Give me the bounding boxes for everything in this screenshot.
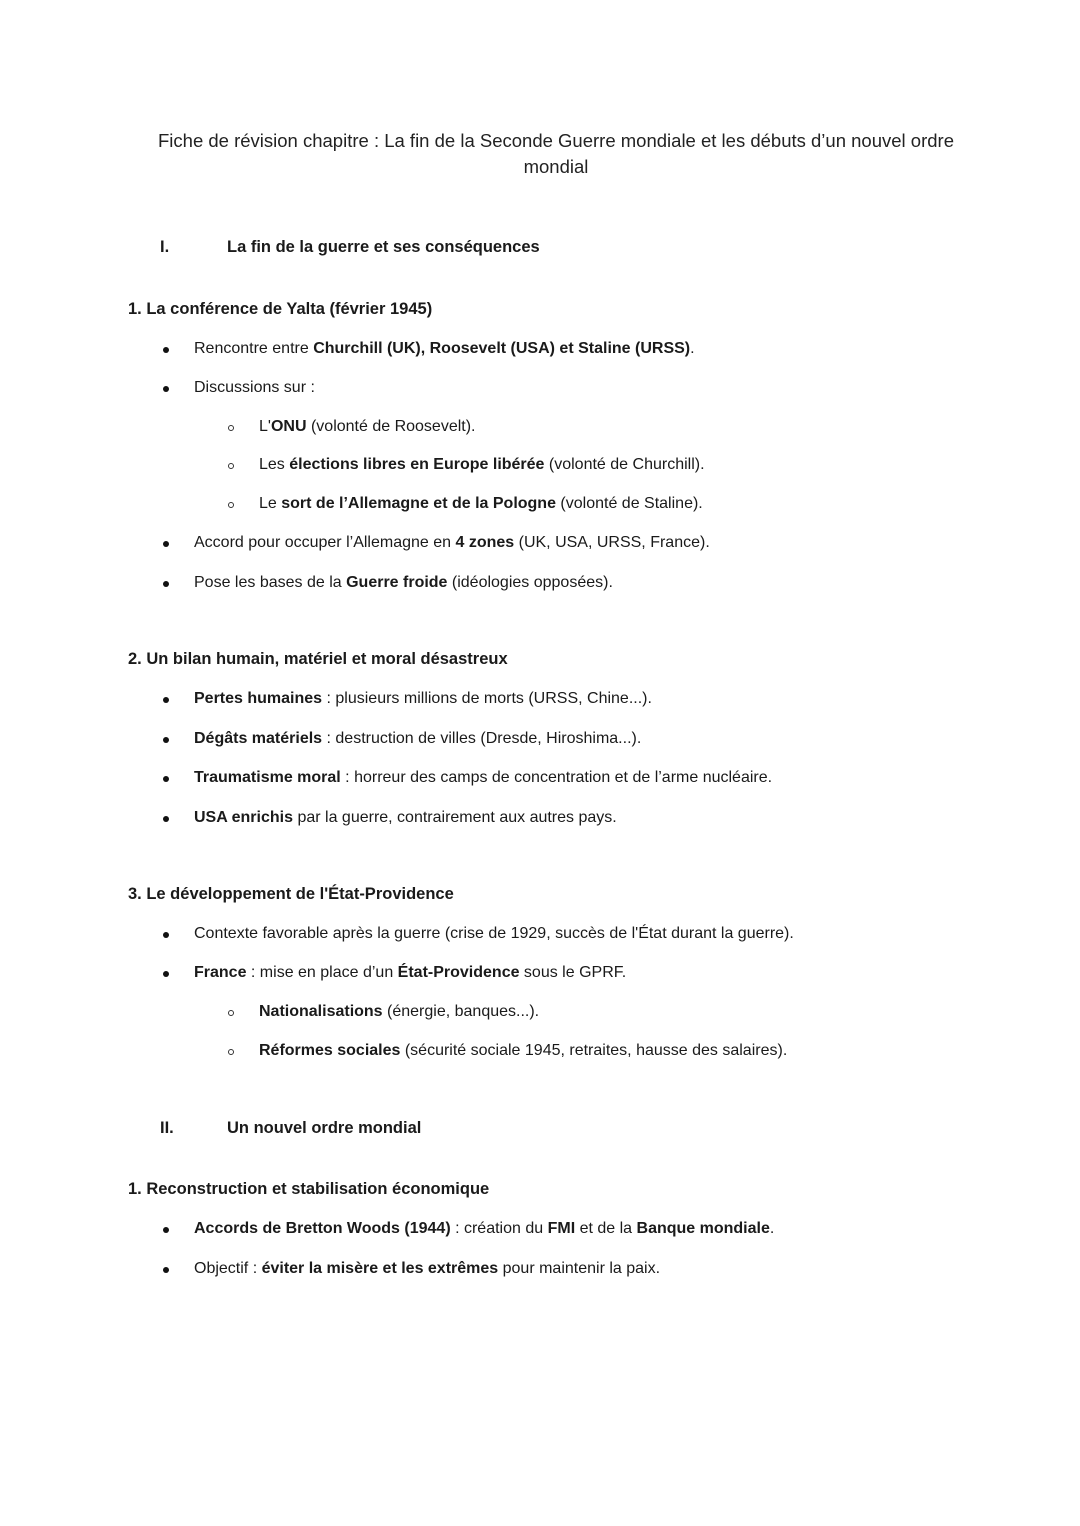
list-item: Objectif : éviter la misère et les extrêmes pour maintenir la paix.	[194, 1260, 661, 1277]
subheading-yalta: 1. La conférence de Yalta (février 1945)	[128, 300, 433, 318]
list-item: Pose les bases de la Guerre froide (idéologies opposées).	[194, 574, 613, 591]
sub-list-item: Les élections libres en Europe libérée (volonté de Churchill).	[259, 456, 705, 473]
subheading-etat-providence: 3. Le développement de l'État-Providence	[128, 885, 454, 903]
subheading-bilan: 2. Un bilan humain, matériel et moral désastreux	[128, 650, 508, 668]
subheading-reconstruction: 1. Reconstruction et stabilisation économique	[128, 1180, 490, 1198]
list-item: Accords de Bretton Woods (1944) : création du FMI et de la Banque mondiale.	[194, 1220, 775, 1237]
section-number: II.	[160, 1119, 174, 1137]
section-number: I.	[160, 238, 170, 256]
section-heading-1	[160, 238, 540, 257]
page-title: Fiche de révision chapitre : La fin de la Seconde Guerre mondiale et les débuts d’un nouvel ordre mondial	[158, 130, 954, 177]
list-item: Traumatisme moral : horreur des camps de concentration et de l’arme nucléaire.	[194, 769, 773, 786]
section-title: Un nouvel ordre mondial	[227, 1119, 422, 1137]
list-item: USA enrichis par la guerre, contrairement aux autres pays.	[194, 809, 617, 826]
list-item: Contexte favorable après la guerre (crise de 1929, succès de l'État durant la guerre).	[194, 925, 794, 942]
sub-list-item: Le sort de l’Allemagne et de la Pologne (volonté de Staline).	[259, 495, 703, 512]
list-item: France : mise en place d’un État-Providence sous le GPRF.	[194, 964, 627, 981]
sub-list-item: L'ONU (volonté de Roosevelt).	[259, 418, 476, 435]
list-item: Accord pour occuper l’Allemagne en 4 zones (UK, USA, URSS, France).	[194, 534, 710, 551]
list-item: Discussions sur :	[194, 379, 315, 396]
list-item: Pertes humaines : plusieurs millions de morts (URSS, Chine...).	[194, 690, 652, 707]
list-item: Rencontre entre Churchill (UK), Roosevelt (USA) et Staline (URSS).	[194, 340, 695, 357]
sub-list-item: Réformes sociales (sécurité sociale 1945, retraites, hausse des salaires).	[259, 1042, 788, 1059]
sub-list-item: Nationalisations (énergie, banques...).	[259, 1003, 540, 1020]
list-item: Dégâts matériels : destruction de villes (Dresde, Hiroshima...).	[194, 730, 642, 747]
section-title: La fin de la guerre et ses conséquences	[227, 238, 540, 256]
section-heading-2	[160, 1119, 421, 1138]
